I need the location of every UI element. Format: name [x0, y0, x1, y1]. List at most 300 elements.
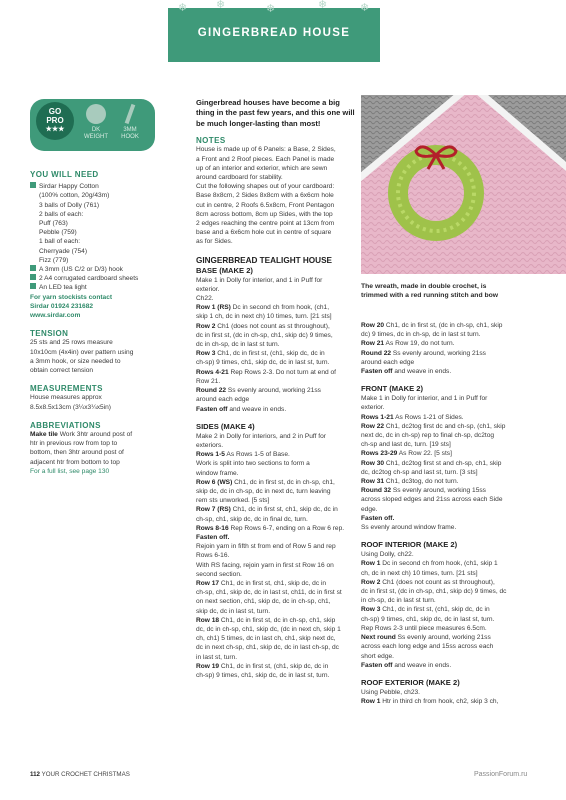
instruction-line: [196, 643, 356, 652]
instruction-line: [361, 605, 557, 614]
row-text: Ch22.: [196, 295, 214, 303]
instruction-line: [196, 561, 356, 570]
text-line: House is made up of 6 Panels: a Base, 2 Sides,: [196, 146, 336, 154]
text-line: Sirdar 01924 231682: [30, 302, 94, 310]
instruction-line: [361, 440, 557, 449]
materials-item: [30, 191, 180, 200]
instruction-line: [361, 403, 557, 412]
instruction-line: [196, 524, 356, 533]
instruction-line: [196, 276, 356, 285]
row-label: Fasten off.: [361, 514, 395, 522]
instruction-line: [361, 550, 557, 559]
instruction-line: [361, 578, 557, 587]
materials-text: (100% cotton, 20g/43m): [39, 192, 110, 200]
row-text: Ss evenly around window frame.: [361, 524, 457, 532]
text-line: cut in centre, 2 Roofs 6.5x8cm, Front Pentagon: [196, 201, 335, 209]
front-heading: FRONT (MAKE 2): [361, 384, 424, 394]
instruction-line: [196, 533, 356, 542]
row-text: and weave in ends.: [392, 661, 452, 669]
instruction-line: [361, 523, 557, 532]
abbr-definition: htr in previous row from top to: [30, 440, 118, 448]
hook-label: 3MM: [123, 127, 137, 133]
page-number: 112: [30, 771, 40, 778]
bullet-icon: [30, 182, 36, 188]
left-column: [30, 170, 180, 476]
watermark: PassionForum.ru: [474, 771, 528, 778]
instruction-line: [196, 303, 356, 312]
row-text: around each edge: [361, 358, 415, 366]
instruction-line: [196, 607, 356, 616]
row-text: Make 1 in Dolly for interior, and 1 in Puff for: [361, 395, 488, 403]
instruction-line: [196, 285, 356, 294]
instruction-line: [196, 294, 356, 303]
row-text: skip dc, dc in ch-sp, dc in next dc, turn leaving: [196, 487, 331, 495]
instruction-line: [196, 515, 356, 524]
instruction-line: [361, 624, 557, 633]
row-text: Ch1, dc2tog first dc and ch-sp, (ch1, skip: [384, 422, 506, 430]
instruction-line: [361, 688, 557, 697]
row-text: second section.: [196, 570, 242, 578]
row-label: Rows 4-21: [196, 368, 229, 376]
instruction-line: [361, 697, 557, 706]
instruction-line: [196, 377, 356, 386]
text-line: trimmed with a red running stitch and bow: [361, 292, 499, 299]
go-pro-icon: [36, 102, 74, 140]
row-text: Make 2 in Dolly for interiors, and 2 in Puff for: [196, 432, 326, 440]
instruction-line: [196, 441, 356, 450]
text-line: as for Sides.: [196, 238, 233, 246]
instruction-line: [196, 395, 356, 404]
text-line: Base 8x8cm, 2 Sides 8x8cm with a 6x6cm hole: [196, 192, 334, 200]
materials-item: [30, 283, 180, 292]
snowflake-icon: ❄: [266, 3, 276, 15]
instruction-line: [361, 330, 557, 339]
row-text: Ch1 (does not count as st throughout),: [380, 578, 495, 586]
row-label: Round 32: [361, 487, 392, 495]
materials-item: [30, 237, 180, 246]
instruction-line: [361, 505, 557, 514]
instruction-line: [361, 349, 557, 358]
row-label: Row 2: [196, 322, 216, 330]
materials-text: 2 A4 corrugated cardboard sheets: [39, 275, 139, 283]
row-text: Ch1, dc in first st, (ch1, skip dc, dc in: [219, 662, 329, 670]
instruction-line: [196, 662, 356, 671]
row-text: Work is split into two sections to form a: [196, 460, 310, 468]
row-label: Row 1: [361, 560, 381, 568]
instruction-line: [361, 321, 557, 330]
text-line: base and a 6x6cm hole cut in centre of square: [196, 229, 332, 237]
instruction-line: [196, 634, 356, 643]
instruction-line: [196, 450, 356, 459]
hook-icon: [125, 104, 136, 124]
text-line: a Front and 2 Roof pieces. Each Panel is made: [196, 155, 335, 163]
text-line: around cardboard for stability.: [196, 174, 283, 182]
materials-text: Puff (763): [39, 220, 68, 228]
row-label: Row 31: [361, 478, 385, 486]
instruction-line: [361, 358, 557, 367]
row-text: As Row 22. [5 sts]: [397, 450, 452, 458]
yarn-ball-icon: [86, 104, 106, 124]
row-label: Fasten off: [361, 661, 393, 669]
row-text: and weave in ends.: [227, 405, 287, 413]
materials-item: [30, 265, 180, 274]
materials-text: Fizz (779): [39, 256, 69, 264]
snowflake-icon: ❄: [360, 2, 370, 14]
materials-text: Pebble (759): [39, 229, 77, 237]
row-text: dc in first st, (dc in ch-sp, ch1, skip dc) 9 times,: [196, 331, 333, 339]
text-line: be much longer-lasting than most!: [196, 118, 321, 128]
gingerbread-house-image: [361, 95, 566, 274]
instruction-line: [196, 340, 356, 349]
text-line: www.sirdar.com: [30, 312, 81, 320]
row-label: Row 7 (RS): [196, 506, 231, 514]
sides-heading: SIDES (MAKE 4): [196, 421, 255, 431]
row-text: Ch1, dc in first st, dc in ch-sp, ch1, skip: [219, 616, 336, 624]
instruction-line: [196, 496, 356, 505]
text-line: a 3mm hook, or size needed to: [30, 357, 121, 365]
instruction-line: [361, 514, 557, 523]
instruction-line: [361, 422, 557, 431]
row-text: exterior.: [196, 285, 220, 293]
text-line: House measures approx: [30, 394, 102, 402]
row-text: skip 1 ch, dc in next ch) 10 times, turn. [21 sts]: [196, 313, 332, 321]
row-label: Next round: [361, 634, 396, 642]
abbr-heading: ABBREVIATIONS: [30, 420, 101, 430]
row-text: Dc in second ch from hook, (ch1,: [230, 304, 330, 312]
hook-sub: HOOK: [121, 134, 139, 140]
instruction-line: [361, 559, 557, 568]
instruction-line: [361, 459, 557, 468]
row-label: Row 3: [361, 606, 381, 614]
row-text: ch-sp) 9 times, ch1, skip dc, dc in last st, turn.: [196, 671, 330, 679]
tension-text: [30, 338, 180, 375]
instruction-line: [361, 339, 557, 348]
row-text: Ch1, dc3tog, do not turn.: [384, 478, 459, 486]
row-text: ch-sp and last dc, turn. [19 sts]: [361, 441, 451, 449]
badge-pro: PRO: [46, 116, 64, 125]
instruction-line: [361, 615, 557, 624]
sides-continued: [361, 321, 557, 376]
snowflake-icon: ❄: [318, 0, 328, 11]
row-text: dc in first st, (dc in ch-sp, ch1, skip dc) 9 times, dc: [361, 588, 507, 596]
row-label: Fasten off: [196, 405, 228, 413]
row-text: ch, ch1) 5 times, dc in last ch, ch1, skip next dc,: [196, 635, 336, 643]
sides-instructions: [196, 432, 356, 680]
instruction-line: [361, 449, 557, 458]
instruction-line: [196, 671, 356, 680]
row-text: ch, dc in next ch) 10 times, turn. [21 sts]: [361, 569, 478, 577]
row-label: Row 20: [361, 322, 385, 329]
row-text: Ch1, dc in first st, ch1, skip dc, dc in: [219, 579, 327, 587]
text-line: 2 edges reaching the centre point at 13cm from: [196, 220, 335, 228]
text-line: thing in the past few years, and this one will: [196, 108, 355, 118]
instruction-line: [361, 477, 557, 486]
abbr-line: [30, 430, 180, 439]
row-text: Ch1, dc in first st, (dc in ch-sp, ch1, skip: [384, 322, 503, 329]
magazine-name: YOUR CROCHET CHRISTMAS: [39, 771, 130, 778]
row-label: Round 22: [361, 349, 392, 357]
materials-item: [30, 182, 180, 191]
instruction-line: [196, 349, 356, 358]
instruction-line: [196, 625, 356, 634]
row-label: Row 1: [361, 698, 381, 706]
instruction-line: [361, 394, 557, 403]
row-text: Ss evenly around, working 21ss: [395, 634, 491, 642]
wreath-photo: [361, 95, 566, 274]
instruction-line: [196, 551, 356, 560]
row-text: Htr in third ch from hook, ch2, skip 3 ch,: [380, 698, 499, 706]
snowflake-icon: ❄: [178, 2, 188, 14]
abbr-line: [30, 439, 180, 448]
materials-text: 3 balls of Dolly (761): [39, 201, 100, 209]
badge-go: GO: [48, 107, 62, 116]
bullet-icon: [30, 265, 36, 271]
row-text: Ss evenly around, working 21ss: [226, 387, 321, 395]
row-text: dc) 9 times, dc in ch-sp, dc in last st turn.: [361, 331, 481, 339]
row-text: edge.: [361, 505, 378, 513]
row-text: in ch-sp, dc in last st turn.: [361, 597, 436, 605]
instruction-line: [196, 469, 356, 478]
materials-text: An LED tea light: [39, 284, 87, 292]
instruction-line: [196, 322, 356, 331]
instruction-line: [196, 588, 356, 597]
instruction-line: [361, 642, 557, 651]
right-column: [361, 321, 557, 706]
materials-item: [30, 201, 180, 210]
row-text: Rejoin yarn in fifth st from end of Row 5 and rep: [196, 543, 336, 551]
row-text: Rows 6-16.: [196, 552, 230, 560]
row-text: dc, dc2tog ch-sp and last st, turn. [3 sts]: [361, 468, 478, 476]
materials-text: 1 ball of each:: [39, 238, 81, 246]
abbr-text: [30, 430, 180, 467]
row-label: Row 22: [361, 422, 385, 430]
row-text: next dc, dc in ch-sp) rep to final ch-sp, dc2tog: [361, 432, 495, 440]
middle-column: [196, 98, 356, 680]
snowflake-icon: ❄: [216, 0, 226, 11]
abbr-term: Make tile: [30, 431, 58, 439]
yarn-weight-icon: [82, 104, 110, 141]
row-text: Ch1, dc in first st, ch1, skip dc, dc in: [230, 506, 338, 514]
row-text: exterior.: [361, 404, 385, 412]
row-text: As Rows 1-5 of Base.: [224, 451, 290, 459]
row-label: Rows 23-29: [361, 450, 398, 458]
materials-text: Sirdar Happy Cotton: [39, 183, 99, 191]
photo-caption: [361, 282, 556, 300]
instruction-line: [361, 633, 557, 642]
row-text: on next section, ch1, skip dc, dc in ch-sp, ch1,: [196, 598, 331, 606]
text-line: For yarn stockists contact: [30, 293, 113, 301]
instruction-line: [196, 312, 356, 321]
need-heading: YOU WILL NEED: [30, 170, 99, 179]
instruction-line: [361, 486, 557, 495]
instruction-line: [361, 596, 557, 605]
row-text: As Row 19, do not turn.: [384, 340, 455, 348]
row-label: Row 2: [361, 578, 381, 586]
row-label: Row 17: [196, 579, 220, 587]
abbr-link[interactable]: For a full list, see page 130: [30, 467, 110, 475]
row-text: dc, dc in ch-sp, ch1, skip dc, (dc in next ch, skip 1: [196, 625, 341, 633]
materials-item: [30, 247, 180, 256]
instruction-line: [196, 358, 356, 367]
materials-text: 2 balls of each:: [39, 210, 84, 218]
row-text: Using Pebble, ch23.: [361, 688, 421, 696]
materials-item: [30, 274, 180, 283]
notes-heading: NOTES: [196, 136, 226, 146]
row-text: Using Dolly, ch22.: [361, 551, 414, 559]
row-text: Make 1 in Dolly for interior, and 1 in Puff for: [196, 276, 323, 284]
text-line: 8cm across bottom, 8cm up Sides, with the top: [196, 210, 333, 218]
page-footer: [30, 771, 130, 778]
row-label: Rows 1-21: [361, 413, 394, 421]
page-title: GINGERBREAD HOUSE: [197, 27, 351, 39]
row-text: ch-sp) 9 times, ch1, skip dc, dc in last st, turn.: [361, 615, 495, 623]
instruction-line: [361, 413, 557, 422]
row-label: Row 30: [361, 459, 385, 467]
row-text: Ch1, dc2tog first st and ch-sp, ch1, skip: [384, 459, 502, 467]
materials-text: A 3mm (US C/2 or D/3) hook: [39, 266, 123, 274]
row-text: With RS facing, rejoin yarn in first st Row 16 on: [196, 561, 334, 569]
text-line: obtain correct tension: [30, 367, 94, 375]
instruction-line: [196, 542, 356, 551]
row-text: short edge.: [361, 652, 394, 660]
measure-text: [30, 393, 180, 411]
instruction-line: [196, 368, 356, 377]
measure-heading: MEASUREMENTS: [30, 384, 103, 394]
hook-size-icon: [116, 104, 144, 141]
materials-list: [30, 182, 180, 292]
instruction-line: [196, 597, 356, 606]
instruction-line: [196, 459, 356, 468]
row-text: Ch1, dc in first st, (ch1, skip dc, dc in: [380, 606, 490, 614]
row-label: Row 6 (WS): [196, 478, 233, 486]
notes-text: [196, 145, 356, 246]
text-line: The wreath, made in double crochet, is: [361, 283, 487, 290]
row-text: window frame.: [196, 469, 239, 477]
text-line: up of an interior and exterior, which are sewn: [196, 164, 328, 172]
row-label: Row 19: [196, 662, 220, 670]
abbr-definition: bottom, then 3htr around post of: [30, 449, 124, 457]
text-line: 25 sts and 25 rows measure: [30, 339, 113, 347]
materials-item: [30, 219, 180, 228]
row-text: Ch1, dc in first st, (ch1, skip dc, dc in: [215, 350, 325, 358]
row-text: Ch1, dc in first st, dc in ch-sp, ch1,: [232, 478, 335, 486]
row-label: Round 22: [196, 387, 227, 395]
roof-exterior-instructions: [361, 688, 557, 706]
instruction-line: [196, 405, 356, 414]
instruction-line: [196, 570, 356, 579]
roof-interior-instructions: [361, 550, 557, 670]
instruction-line: [196, 331, 356, 340]
text-line: Cut the following shapes out of your cardboard:: [196, 183, 335, 191]
roof-exterior-heading: ROOF EXTERIOR (MAKE 2): [361, 677, 460, 687]
instruction-line: [196, 432, 356, 441]
instruction-line: [196, 616, 356, 625]
row-label: Fasten off.: [196, 533, 230, 541]
instruction-line: [361, 468, 557, 477]
star-icons: ★★★: [45, 126, 65, 133]
row-text: dc in ch-sp, dc in last st turn.: [196, 341, 280, 349]
stockists: [30, 293, 180, 321]
text-line: 10x10cm (4x4in) over pattern using: [30, 348, 134, 356]
header-banner: [0, 0, 566, 62]
instruction-line: [361, 431, 557, 440]
materials-item: [30, 228, 180, 237]
roof-interior-heading: ROOF INTERIOR (MAKE 2): [361, 540, 458, 550]
instruction-line: [196, 487, 356, 496]
row-label: Row 3: [196, 350, 216, 358]
row-text: across each long edge and 15ss across each: [361, 643, 494, 651]
materials-text: Cherryade (754): [39, 247, 88, 255]
row-text: exteriors.: [196, 441, 224, 449]
instruction-line: [196, 386, 356, 395]
abbr-definition: adjacent htr from bottom to top: [30, 458, 120, 466]
row-text: Ch1 (does not count as st throughout),: [215, 322, 330, 330]
materials-item: [30, 210, 180, 219]
row-text: rem sts unworked. [5 sts]: [196, 497, 270, 505]
row-text: ch-sp) 9 times, ch1, skip dc, dc in last st, turn.: [196, 359, 330, 367]
materials-item: [30, 256, 180, 265]
tealight-heading: GINGERBREAD TEALIGHT HOUSE: [196, 255, 333, 265]
row-text: and weave in ends.: [392, 368, 452, 376]
instruction-line: [361, 587, 557, 596]
row-label: Rows 1-5: [196, 451, 225, 459]
row-text: ch-sp, ch1, skip dc, dc in final dc, turn.: [196, 515, 308, 523]
row-text: dc in next ch-sp, ch1, skip dc, dc in last ch-sp, dc: [196, 644, 339, 652]
abbr-line: [30, 448, 180, 457]
front-instructions: [361, 394, 557, 532]
row-label: Row 21: [361, 340, 385, 348]
abbr-definition: Work 3htr around post of: [57, 431, 133, 439]
weight-label: DK: [91, 127, 101, 133]
intro-text: [196, 98, 356, 129]
row-text: As Rows 1-21 of Sides.: [393, 413, 464, 421]
weight-sub: WEIGHT: [84, 134, 108, 140]
instruction-line: [196, 478, 356, 487]
instruction-line: [196, 579, 356, 588]
row-text: around each edge: [196, 396, 250, 404]
text-line: 8.5x8.5x13cm (3¼x3¼x5in): [30, 403, 111, 411]
bullet-icon: [30, 274, 36, 280]
instruction-line: [361, 367, 557, 376]
row-text: Dc in second ch from hook, (ch1, skip 1: [380, 560, 498, 568]
instruction-line: [361, 569, 557, 578]
row-label: Rows 8-16: [196, 524, 229, 532]
instruction-line: [196, 505, 356, 514]
instruction-line: [361, 661, 557, 670]
row-text: ch-sp, ch1, skip dc, dc in last st, ch11, dc in first st: [196, 589, 342, 597]
base-instructions: [196, 276, 356, 414]
row-text: across sloped edges and 21ss across each Side: [361, 496, 503, 504]
row-text: Ss evenly around, working 21ss: [391, 349, 486, 357]
row-text: Rep Rows 2-3. Do not turn at end of: [228, 368, 337, 376]
instruction-line: [196, 653, 356, 662]
row-label: Row 1 (RS): [196, 304, 231, 312]
row-text: Ss evenly around, working 15ss: [391, 487, 486, 495]
text-line: Gingerbread houses have become a big: [196, 98, 340, 107]
row-label: Row 18: [196, 616, 220, 624]
base-heading: BASE (MAKE 2): [196, 265, 253, 275]
row-text: Rep Rows 6-7, ending on a Row 6 rep.: [228, 524, 345, 532]
row-text: Row 21.: [196, 377, 221, 385]
row-text: Rep Rows 2-3 until piece measures 6.5cm.: [361, 624, 487, 632]
abbr-line: [30, 458, 180, 467]
row-text: skip dc, dc in last st, turn.: [196, 607, 271, 615]
row-text: in last st, turn.: [196, 653, 238, 661]
row-label: Fasten off: [361, 368, 393, 376]
bullet-icon: [30, 283, 36, 289]
tension-heading: TENSION: [30, 329, 69, 339]
instruction-line: [361, 652, 557, 661]
